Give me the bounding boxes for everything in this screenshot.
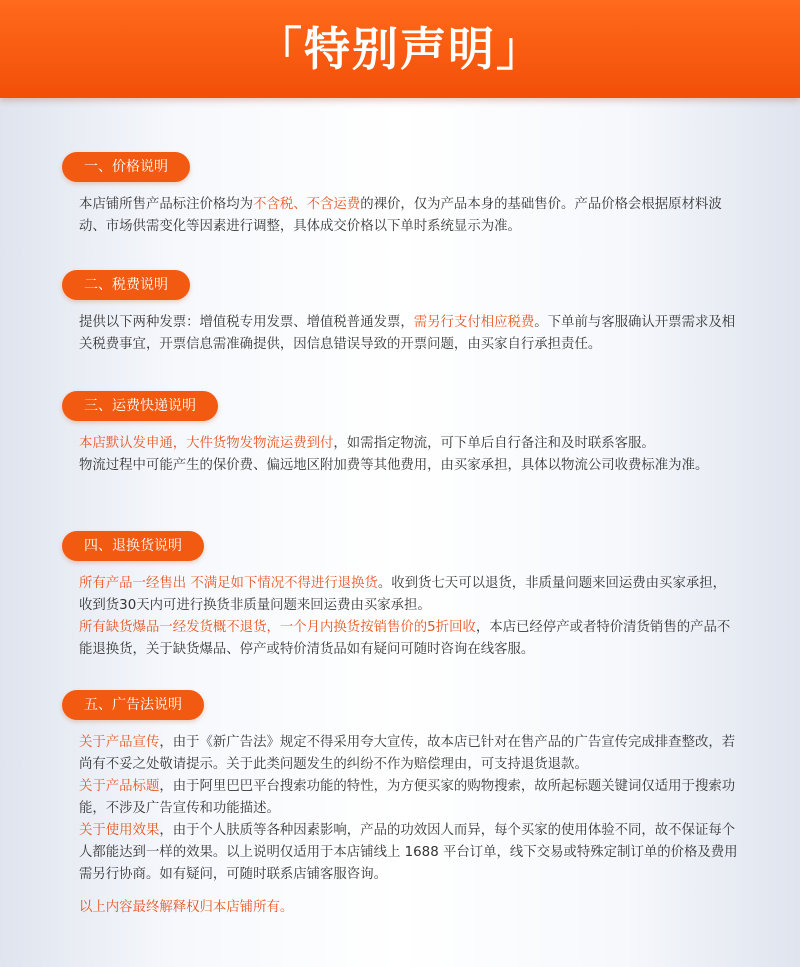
body-text: ，由于个人肤质等各种因素影响，产品的功效因人而异，每个买家的使用体验不同，故不保证每个人都能达到一样的效果。以上说明仅适用于本店铺线上 1688 平台订单，线下交易或特殊定制订单的价格及费用需另行协商。如有疑问，可随时联系店铺客服咨询。 — [79, 823, 738, 882]
body-text: ，由于阿里巴巴平台搜索功能的特性，为方便买家的购物搜索，故所起标题关键词仅适用于搜索功能，不涉及广告宣传和功能描述。 — [79, 779, 736, 816]
highlight-text: 所有缺货爆品一经发货概不退货，一个月内换货按销售价的5折回收 — [79, 620, 476, 635]
body-text: 提供以下两种发票：增值税专用发票、增值税普通发票， — [79, 315, 414, 330]
body-text: ，如需指定物流，可下单后自行备注和及时联系客服。 — [333, 436, 655, 451]
body-text: 的裸价，仅为产品本身的基础售价。产品价格会根据原材料波动、市场供需变化等因素进行调整，具体成交价格以下单时系统显示为准。 — [79, 197, 722, 234]
body-text: 物流过程中可能产生的保价费、偏远地区附加费等其他费用，由买家承担，具体以物流公司收费标准为准。 — [79, 458, 709, 473]
section-title-advertising: 五、广告法说明 — [62, 690, 204, 720]
highlight-text: 关于产品标题 — [79, 779, 160, 794]
highlight-text: 关于产品宣传 — [79, 735, 160, 750]
paragraph — [79, 820, 739, 886]
section-title-tax: 二、税费说明 — [62, 270, 190, 300]
section-body-returns — [79, 573, 739, 661]
header-banner — [0, 0, 800, 98]
paragraph — [79, 776, 739, 820]
paragraph — [79, 194, 739, 238]
page-title: 「特别声明」 — [256, 22, 544, 76]
highlight-text: 所有产品一经售出 不满足如下情况不得进行退换货 — [79, 576, 378, 591]
paragraph — [79, 312, 739, 356]
body-text: ，本店已经停产或者特价清货销售的产品不能退换货，关于缺货爆品、停产或特价清货品如有疑问可随时咨询在线客服。 — [79, 620, 731, 657]
body-text: 。收到货七天可以退货，非质量问题来回运费由买家承担，收到货30天内可进行换货非质量问题来回运费由买家承担。 — [79, 576, 727, 613]
body-text: ，由于《新广告法》规定不得采用夸大宣传，故本店已针对在售产品的广告宣传完成排查整改，若尚有不妥之处敬请提示。关于此类问题发生的纠纷不作为赔偿理由，可支持退货退款。 — [79, 735, 736, 772]
paragraph — [79, 455, 739, 477]
section-title-returns: 四、退换货说明 — [62, 531, 204, 561]
section-body-price — [79, 194, 739, 238]
section-title-shipping: 三、运费快递说明 — [62, 391, 218, 421]
highlight-text: 不含税、不含运费 — [253, 197, 361, 212]
section-body-shipping — [79, 433, 739, 477]
body-text: 。下单前与客服确认开票需求及相关税费事宜，开票信息需准确提供，因信息错误导致的开票问题，由买家自行承担责任。 — [79, 315, 736, 352]
body-text: 本店铺所售产品标注价格均为 — [79, 197, 254, 212]
section-title-price: 一、价格说明 — [62, 152, 190, 182]
paragraph — [79, 433, 739, 455]
highlight-text: 关于使用效果 — [79, 823, 160, 838]
footer-note: 以上内容最终解释权归本店铺所有。 — [79, 900, 294, 915]
highlight-text: 本店默认发申通，大件货物发物流运费到付 — [79, 436, 334, 451]
paragraph — [79, 617, 739, 661]
paragraph — [79, 732, 739, 776]
highlight-text: 需另行支付相应税费 — [413, 315, 535, 330]
section-body-tax — [79, 312, 739, 356]
paragraph — [79, 573, 739, 617]
section-body-advertising — [79, 732, 739, 886]
